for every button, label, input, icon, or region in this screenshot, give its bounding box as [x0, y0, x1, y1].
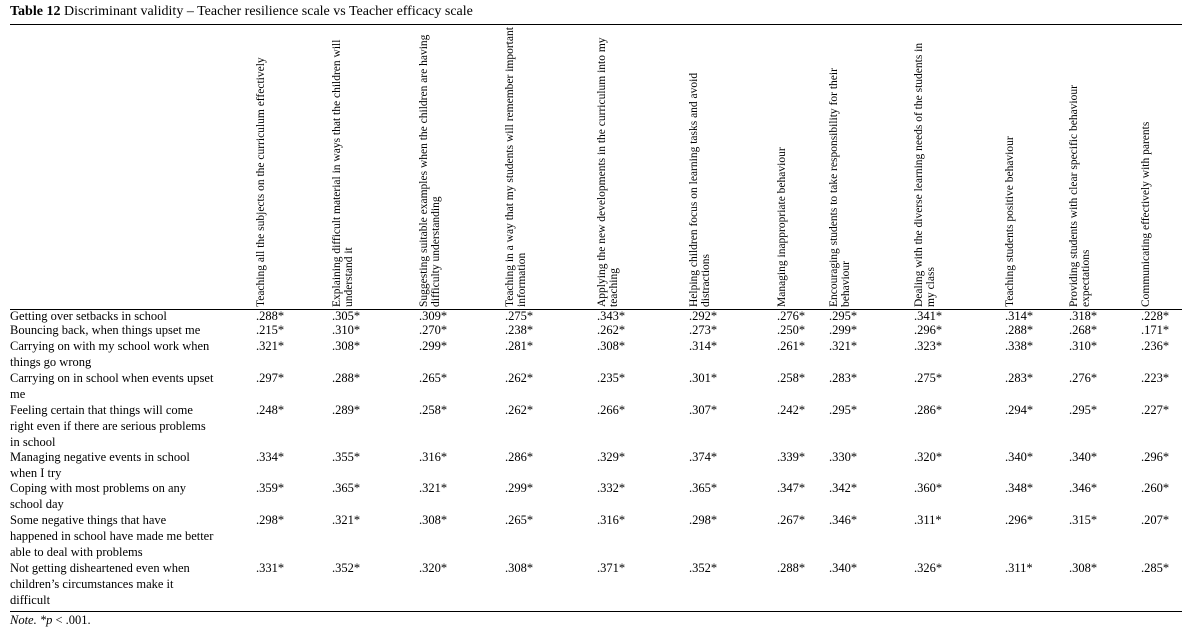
- table-cell: .292*: [689, 309, 718, 323]
- table-cell: .321*: [829, 339, 858, 353]
- table-cell: .308*: [419, 513, 448, 527]
- table-cell: .311*: [1005, 561, 1033, 575]
- row-label: Managing negative events in school when I try: [10, 450, 190, 480]
- table-cell: .314*: [1005, 309, 1034, 323]
- table-cell: .298*: [689, 513, 718, 527]
- top-rule: [10, 24, 1182, 25]
- table-cell: .307*: [689, 403, 718, 417]
- column-header-label: Helping children focus on learning tasks and avoid distractions: [688, 72, 712, 307]
- table-cell: .242*: [777, 403, 806, 417]
- table-cell: .305*: [332, 309, 361, 323]
- table-cell: .330*: [829, 450, 858, 464]
- table-cell: .295*: [829, 403, 858, 417]
- table-cell: .315*: [1069, 513, 1098, 527]
- table-cell: .295*: [1069, 403, 1098, 417]
- table-cell: .339*: [777, 450, 806, 464]
- table-cell: .276*: [1069, 371, 1098, 385]
- table-cell: .323*: [914, 339, 943, 353]
- table-cell: .321*: [419, 481, 448, 495]
- row-label: Carrying on with my school work when things go wrong: [10, 339, 210, 369]
- table-cell: .262*: [505, 371, 534, 385]
- table-cell: .371*: [597, 561, 626, 575]
- column-header-label: Managing inappropriate behaviour: [776, 147, 788, 307]
- table-cell: .235*: [597, 371, 626, 385]
- note-lead: Note.: [10, 613, 37, 627]
- table-cell: .227*: [1141, 403, 1170, 417]
- table-cell: .340*: [829, 561, 858, 575]
- table-cell: .308*: [1069, 561, 1098, 575]
- table-cell: .309*: [419, 309, 448, 323]
- table-caption: [10, 4, 473, 20]
- table-cell: .299*: [505, 481, 534, 495]
- table-cell: .316*: [597, 513, 626, 527]
- table-cell: .320*: [914, 450, 943, 464]
- table-cell: .298*: [256, 513, 285, 527]
- table-cell: .329*: [597, 450, 626, 464]
- table-cell: .355*: [332, 450, 361, 464]
- table-cell: .281*: [505, 339, 534, 353]
- table-cell: .270*: [419, 323, 448, 337]
- table-cell: .346*: [1069, 481, 1098, 495]
- table-cell: .365*: [332, 481, 361, 495]
- table-cell: .262*: [597, 323, 626, 337]
- table-cell: .340*: [1005, 450, 1034, 464]
- table-cell: .348*: [1005, 481, 1034, 495]
- table-title: Discriminant validity – Teacher resilience scale vs Teacher efficacy scale: [63, 4, 473, 19]
- table-cell: .248*: [256, 403, 285, 417]
- table-cell: .261*: [777, 339, 806, 353]
- table-cell: .295*: [829, 309, 858, 323]
- table-cell: .331*: [256, 561, 285, 575]
- table-cell: .318*: [1069, 309, 1098, 323]
- table-cell: .276*: [777, 309, 806, 323]
- table-cell: .308*: [597, 339, 626, 353]
- table-cell: .320*: [419, 561, 448, 575]
- table-cell: .250*: [777, 323, 806, 337]
- table-cell: .171*: [1141, 323, 1170, 337]
- table-cell: .207*: [1141, 513, 1170, 527]
- table-cell: .215*: [256, 323, 285, 337]
- table-cell: .275*: [505, 309, 534, 323]
- column-header-label: Dealing with the diverse learning needs of the students in my class: [913, 42, 937, 307]
- table-cell: .326*: [914, 561, 943, 575]
- table-cell: .294*: [1005, 403, 1034, 417]
- table-cell: .346*: [829, 513, 858, 527]
- table-cell: .296*: [914, 323, 943, 337]
- note-text: < .001.: [52, 613, 91, 627]
- table-cell: .260*: [1141, 481, 1170, 495]
- column-header-label: Communicating effectively with parents: [1140, 121, 1152, 307]
- table-cell: .283*: [829, 371, 858, 385]
- row-label: Feeling certain that things will come right even if there are serious problems in school: [10, 403, 206, 449]
- table-cell: .286*: [914, 403, 943, 417]
- table-cell: .374*: [689, 450, 718, 464]
- table-cell: .321*: [332, 513, 361, 527]
- table-cell: .296*: [1005, 513, 1034, 527]
- column-header-label: Encouraging students to take responsibility for their behaviour: [828, 68, 852, 307]
- column-header-label: Applying the new developments in the curriculum into my teaching: [596, 37, 620, 307]
- table-cell: .266*: [597, 403, 626, 417]
- table-note: [10, 613, 91, 628]
- row-label: Getting over setbacks in school: [10, 309, 167, 323]
- table-cell: .314*: [689, 339, 718, 353]
- table-cell: .288*: [256, 309, 285, 323]
- table-cell: .321*: [256, 339, 285, 353]
- table-cell: .288*: [777, 561, 806, 575]
- table-cell: .236*: [1141, 339, 1170, 353]
- table-cell: .338*: [1005, 339, 1034, 353]
- table-cell: .340*: [1069, 450, 1098, 464]
- table-cell: .342*: [829, 481, 858, 495]
- table-cell: .275*: [914, 371, 943, 385]
- table-cell: .310*: [1069, 339, 1098, 353]
- table-cell: .268*: [1069, 323, 1098, 337]
- row-label: Coping with most problems on any school day: [10, 481, 187, 511]
- table-cell: .258*: [777, 371, 806, 385]
- table-cell: .223*: [1141, 371, 1170, 385]
- table-cell: .289*: [332, 403, 361, 417]
- table-cell: .297*: [256, 371, 285, 385]
- column-header-label: Teaching students positive behaviour: [1004, 136, 1016, 307]
- column-header-label: Suggesting suitable examples when the children are having difficulty understanding: [418, 34, 442, 307]
- column-header-label: Providing students with clear specific behaviour expectations: [1068, 85, 1092, 307]
- bottom-rule: [10, 611, 1182, 612]
- table-cell: .332*: [597, 481, 626, 495]
- column-header-label: Teaching in a way that my students will remember important information: [504, 27, 528, 307]
- table-cell: .273*: [689, 323, 718, 337]
- table-cell: .288*: [332, 371, 361, 385]
- row-label: Not getting disheartened even when children’s circumstances make it difficult: [10, 561, 190, 607]
- table-cell: .299*: [829, 323, 858, 337]
- table-cell: .308*: [332, 339, 361, 353]
- table-cell: .228*: [1141, 309, 1170, 323]
- table-cell: .262*: [505, 403, 534, 417]
- table-cell: .359*: [256, 481, 285, 495]
- table-cell: .352*: [689, 561, 718, 575]
- table-cell: .352*: [332, 561, 361, 575]
- table-cell: .299*: [419, 339, 448, 353]
- table-cell: .283*: [1005, 371, 1034, 385]
- row-label: Some negative things that have happened in school have made me better able to deal with problems: [10, 513, 214, 559]
- column-header-label: Explaining difficult material in ways that the children will understand it: [331, 39, 355, 307]
- table-number: Table 12: [10, 4, 61, 19]
- table-cell: .347*: [777, 481, 806, 495]
- table-cell: .296*: [1141, 450, 1170, 464]
- table-cell: .267*: [777, 513, 806, 527]
- column-header-label: Teaching all the subjects on the curriculum effectively: [255, 57, 267, 307]
- table-cell: .286*: [505, 450, 534, 464]
- row-label: Bouncing back, when things upset me: [10, 323, 201, 337]
- table-cell: .301*: [689, 371, 718, 385]
- table-cell: .311*: [914, 513, 942, 527]
- table-cell: .285*: [1141, 561, 1170, 575]
- table-cell: .360*: [914, 481, 943, 495]
- table-cell: .265*: [419, 371, 448, 385]
- note-symbol: *p: [39, 613, 53, 627]
- table-cell: .258*: [419, 403, 448, 417]
- table-cell: .308*: [505, 561, 534, 575]
- table-cell: .343*: [597, 309, 626, 323]
- table-cell: .365*: [689, 481, 718, 495]
- table-cell: .265*: [505, 513, 534, 527]
- table-cell: .238*: [505, 323, 534, 337]
- table-cell: .334*: [256, 450, 285, 464]
- table-cell: .310*: [332, 323, 361, 337]
- table-cell: .341*: [914, 309, 943, 323]
- table-cell: .288*: [1005, 323, 1034, 337]
- table-cell: .316*: [419, 450, 448, 464]
- row-label: Carrying on in school when events upset me: [10, 371, 214, 401]
